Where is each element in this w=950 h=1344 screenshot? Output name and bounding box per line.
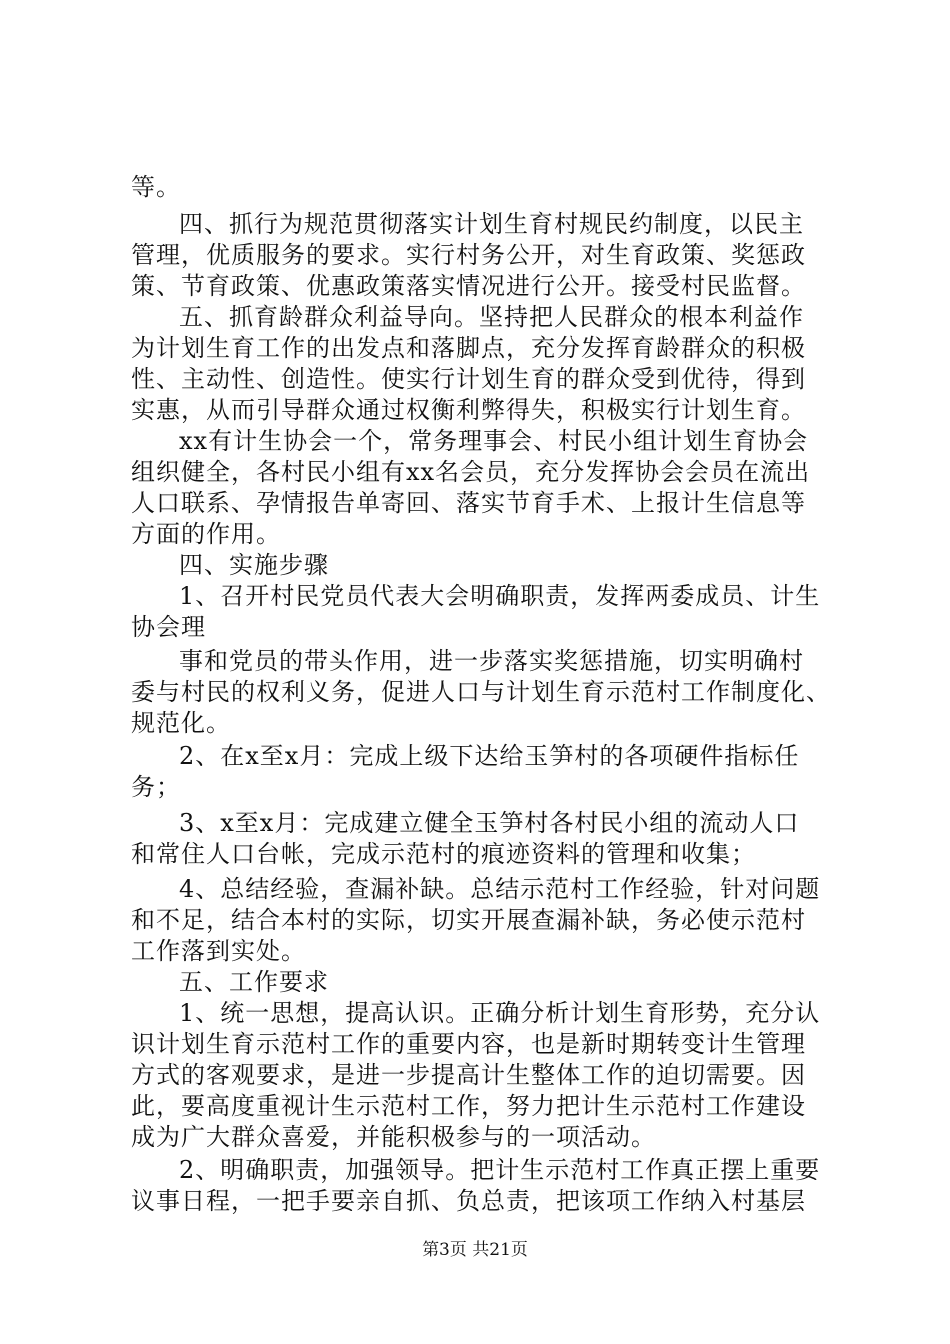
text-line: 4、总结经验，查漏补缺。总结示范村工作经验，针对问题 bbox=[179, 875, 821, 903]
text-line: 为计划生育工作的出发点和落脚点，充分发挥育龄群众的积极 bbox=[131, 334, 806, 362]
text-line: 工作落到实处。 bbox=[131, 937, 306, 965]
text-line: 规范化。 bbox=[131, 709, 231, 737]
text-line: 3、x至x月：完成建立健全玉笋村各村民小组的流动人口 bbox=[179, 809, 800, 837]
text-line: 性、主动性、创造性。使实行计划生育的群众受到优待，得到 bbox=[131, 365, 806, 393]
text-line: 此，要高度重视计生示范村工作，努力把计生示范村工作建设 bbox=[131, 1092, 806, 1120]
text-line: 策、节育政策、优惠政策落实情况进行公开。接受村民监督。 bbox=[131, 272, 806, 300]
text-line: 2、在x至x月：完成上级下达给玉笋村的各项硬件指标任 bbox=[179, 742, 800, 770]
page-number-footer: 第3页 共21页 bbox=[422, 1240, 528, 1260]
text-line: 委与村民的权利义务，促进人口与计划生育示范村工作制度化、 bbox=[131, 678, 831, 706]
text-line: 方面的作用。 bbox=[131, 520, 281, 548]
text-line: 和常住人口台帐，完成示范村的痕迹资料的管理和收集； bbox=[131, 840, 756, 868]
text-line: 和不足，结合本村的实际，切实开展查漏补缺，务必使示范村 bbox=[131, 906, 806, 934]
text-line: 事和党员的带头作用，进一步落实奖惩措施，切实明确村 bbox=[179, 647, 804, 675]
text-line: 四、抓行为规范贯彻落实计划生育村规民约制度，以民主 bbox=[179, 210, 804, 238]
text-line: 识计划生育示范村工作的重要内容，也是新时期转变计生管理 bbox=[131, 1030, 806, 1058]
text-line: 议事日程，一把手要亲自抓、负总责，把该项工作纳入村基层 bbox=[131, 1187, 806, 1215]
text-line: 人口联系、孕情报告单寄回、落实节育手术、上报计生信息等 bbox=[131, 489, 806, 517]
text-line: 实惠，从而引导群众通过权衡利弊得失，积极实行计划生育。 bbox=[131, 396, 806, 424]
text-line: xx有计生协会一个，常务理事会、村民小组计划生育协会 bbox=[179, 427, 809, 455]
text-line: 务； bbox=[131, 773, 181, 801]
text-line: 组织健全，各村民小组有xx名会员，充分发挥协会会员在流出 bbox=[131, 458, 811, 486]
text-line: 等。 bbox=[131, 173, 181, 201]
text-line: 五、抓育龄群众利益导向。坚持把人民群众的根本利益作 bbox=[179, 303, 804, 331]
section-heading: 五、工作要求 bbox=[179, 968, 329, 996]
section-heading: 四、实施步骤 bbox=[179, 551, 329, 579]
text-line: 2、明确职责，加强领导。把计生示范村工作真正摆上重要 bbox=[179, 1156, 821, 1184]
text-line: 管理，优质服务的要求。实行村务公开，对生育政策、奖惩政 bbox=[131, 241, 806, 269]
text-line: 协会理 bbox=[131, 613, 206, 641]
text-line: 1、统一思想，提高认识。正确分析计划生育形势，充分认 bbox=[179, 999, 821, 1027]
text-line: 1、召开村民党员代表大会明确职责，发挥两委成员、计生 bbox=[179, 582, 821, 610]
text-line: 方式的客观要求，是进一步提高计生整体工作的迫切需要。因 bbox=[131, 1061, 806, 1089]
text-line: 成为广大群众喜爱，并能积极参与的一项活动。 bbox=[131, 1123, 656, 1151]
